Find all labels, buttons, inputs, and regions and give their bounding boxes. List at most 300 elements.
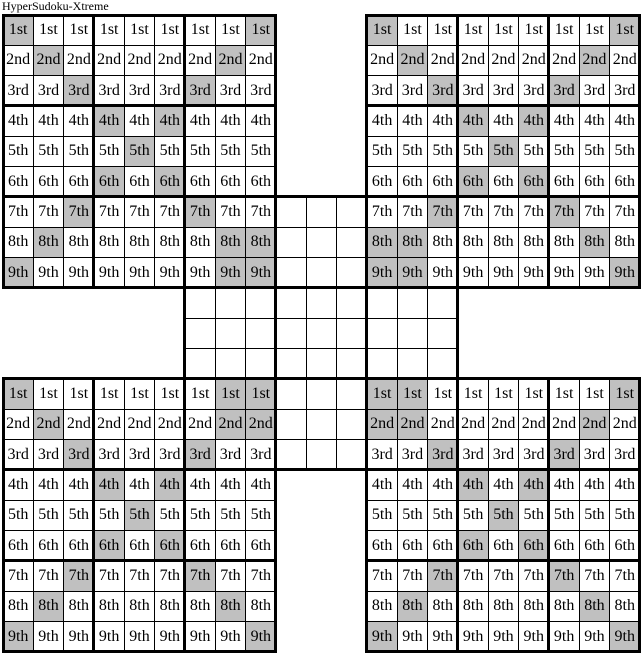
cell-center-r5c5[interactable]	[306, 318, 336, 348]
cell-bottom-right-r4c5[interactable]: 4th	[488, 470, 518, 500]
cell-top-left-r2c7[interactable]: 2nd	[185, 45, 215, 75]
cell-bottom-left-r7c6[interactable]: 7th	[155, 561, 185, 591]
cell-top-right-r2c9[interactable]: 2nd	[610, 45, 640, 75]
cell-top-right-r5c1[interactable]: 5th	[367, 136, 397, 166]
cell-bottom-right-r2c6[interactable]: 2nd	[519, 409, 549, 439]
cell-center-r5c7[interactable]	[367, 318, 397, 348]
cell-top-left-r2c4[interactable]: 2nd	[94, 45, 124, 75]
cell-bottom-right-r4c2[interactable]: 4th	[397, 470, 427, 500]
cell-top-right-r3c3[interactable]: 3rd	[428, 76, 458, 106]
cell-bottom-left-r4c2[interactable]: 4th	[33, 470, 63, 500]
cell-bottom-left-r7c5[interactable]: 7th	[124, 561, 154, 591]
cell-top-left-r5c8[interactable]: 5th	[215, 136, 245, 166]
cell-center-r5c6[interactable]	[337, 318, 367, 348]
cell-top-right-r7c2[interactable]: 7th	[397, 197, 427, 227]
cell-top-right-r3c4[interactable]: 3rd	[458, 76, 488, 106]
cell-top-left-r9c6[interactable]: 9th	[155, 258, 185, 288]
cell-top-left-r9c2[interactable]: 9th	[33, 258, 63, 288]
cell-top-left-r2c6[interactable]: 2nd	[155, 45, 185, 75]
cell-center-r8c6[interactable]	[337, 409, 367, 439]
cell-top-left-r5c2[interactable]: 5th	[33, 136, 63, 166]
cell-bottom-right-r7c3[interactable]: 7th	[428, 561, 458, 591]
cell-top-right-r1c8[interactable]: 1st	[579, 15, 609, 45]
cell-bottom-right-r6c1[interactable]: 6th	[367, 531, 397, 561]
cell-bottom-right-r9c8[interactable]: 9th	[579, 622, 609, 652]
cell-top-right-r8c6[interactable]: 8th	[519, 227, 549, 257]
cell-bottom-right-r9c9[interactable]: 9th	[610, 622, 640, 652]
cell-top-right-r9c6[interactable]: 9th	[519, 258, 549, 288]
cell-bottom-left-r3c7[interactable]: 3rd	[185, 440, 215, 470]
cell-bottom-left-r5c7[interactable]: 5th	[185, 500, 215, 530]
cell-bottom-left-r4c8[interactable]: 4th	[215, 470, 245, 500]
cell-top-right-r1c3[interactable]: 1st	[428, 15, 458, 45]
cell-top-left-r1c2[interactable]: 1st	[33, 15, 63, 45]
cell-bottom-left-r8c1[interactable]: 8th	[3, 591, 33, 621]
cell-bottom-right-r8c9[interactable]: 8th	[610, 591, 640, 621]
cell-top-left-r5c4[interactable]: 5th	[94, 136, 124, 166]
cell-top-left-r8c4[interactable]: 8th	[94, 227, 124, 257]
cell-center-r5c1[interactable]	[185, 318, 215, 348]
cell-top-left-r1c3[interactable]: 1st	[64, 15, 94, 45]
cell-top-right-r3c5[interactable]: 3rd	[488, 76, 518, 106]
cell-bottom-left-r6c1[interactable]: 6th	[3, 531, 33, 561]
cell-center-r5c8[interactable]	[397, 318, 427, 348]
cell-top-left-r3c3[interactable]: 3rd	[64, 76, 94, 106]
cell-center-r7c6[interactable]	[337, 379, 367, 409]
cell-center-r6c2[interactable]	[215, 349, 245, 379]
cell-top-left-r8c3[interactable]: 8th	[64, 227, 94, 257]
cell-top-left-r1c4[interactable]: 1st	[94, 15, 124, 45]
cell-top-left-r2c2[interactable]: 2nd	[33, 45, 63, 75]
cell-bottom-left-r6c9[interactable]: 6th	[246, 531, 276, 561]
cell-bottom-right-r1c6[interactable]: 1st	[519, 379, 549, 409]
cell-bottom-left-r4c4[interactable]: 4th	[94, 470, 124, 500]
cell-bottom-left-r4c1[interactable]: 4th	[3, 470, 33, 500]
cell-top-right-r6c7[interactable]: 6th	[549, 167, 579, 197]
cell-bottom-left-r4c3[interactable]: 4th	[64, 470, 94, 500]
cell-top-right-r3c6[interactable]: 3rd	[519, 76, 549, 106]
cell-top-right-r8c7[interactable]: 8th	[549, 227, 579, 257]
cell-bottom-right-r5c4[interactable]: 5th	[458, 500, 488, 530]
cell-top-left-r8c2[interactable]: 8th	[33, 227, 63, 257]
cell-top-right-r5c5[interactable]: 5th	[488, 136, 518, 166]
cell-bottom-right-r1c2[interactable]: 1st	[397, 379, 427, 409]
cell-top-right-r3c7[interactable]: 3rd	[549, 76, 579, 106]
cell-bottom-right-r8c3[interactable]: 8th	[428, 591, 458, 621]
cell-bottom-right-r2c7[interactable]: 2nd	[549, 409, 579, 439]
cell-top-left-r6c1[interactable]: 6th	[3, 167, 33, 197]
cell-center-r1c4[interactable]	[276, 197, 306, 227]
cell-bottom-right-r5c3[interactable]: 5th	[428, 500, 458, 530]
cell-center-r4c3[interactable]	[246, 288, 276, 318]
cell-bottom-left-r5c2[interactable]: 5th	[33, 500, 63, 530]
cell-bottom-left-r9c6[interactable]: 9th	[155, 622, 185, 652]
cell-top-right-r5c6[interactable]: 5th	[519, 136, 549, 166]
cell-bottom-right-r8c5[interactable]: 8th	[488, 591, 518, 621]
cell-top-left-r7c9[interactable]: 7th	[246, 197, 276, 227]
cell-top-right-r7c9[interactable]: 7th	[610, 197, 640, 227]
cell-top-right-r8c9[interactable]: 8th	[610, 227, 640, 257]
cell-bottom-right-r6c7[interactable]: 6th	[549, 531, 579, 561]
cell-bottom-left-r9c7[interactable]: 9th	[185, 622, 215, 652]
cell-top-left-r9c1[interactable]: 9th	[3, 258, 33, 288]
cell-top-right-r9c2[interactable]: 9th	[397, 258, 427, 288]
cell-bottom-left-r6c5[interactable]: 6th	[124, 531, 154, 561]
cell-top-left-r9c3[interactable]: 9th	[64, 258, 94, 288]
cell-top-right-r6c9[interactable]: 6th	[610, 167, 640, 197]
cell-top-right-r9c8[interactable]: 9th	[579, 258, 609, 288]
cell-top-right-r9c4[interactable]: 9th	[458, 258, 488, 288]
cell-top-right-r4c2[interactable]: 4th	[397, 106, 427, 136]
cell-center-r2c5[interactable]	[306, 227, 336, 257]
cell-bottom-right-r7c7[interactable]: 7th	[549, 561, 579, 591]
cell-top-right-r2c4[interactable]: 2nd	[458, 45, 488, 75]
cell-top-left-r1c6[interactable]: 1st	[155, 15, 185, 45]
cell-top-right-r5c8[interactable]: 5th	[579, 136, 609, 166]
cell-bottom-left-r9c2[interactable]: 9th	[33, 622, 63, 652]
cell-bottom-right-r1c5[interactable]: 1st	[488, 379, 518, 409]
cell-bottom-right-r8c2[interactable]: 8th	[397, 591, 427, 621]
cell-bottom-right-r9c2[interactable]: 9th	[397, 622, 427, 652]
cell-top-left-r7c6[interactable]: 7th	[155, 197, 185, 227]
cell-bottom-left-r2c1[interactable]: 2nd	[3, 409, 33, 439]
cell-top-right-r4c5[interactable]: 4th	[488, 106, 518, 136]
cell-top-right-r2c6[interactable]: 2nd	[519, 45, 549, 75]
cell-bottom-left-r8c4[interactable]: 8th	[94, 591, 124, 621]
cell-bottom-left-r3c3[interactable]: 3rd	[64, 440, 94, 470]
cell-top-left-r6c9[interactable]: 6th	[246, 167, 276, 197]
cell-top-left-r2c9[interactable]: 2nd	[246, 45, 276, 75]
cell-top-left-r7c5[interactable]: 7th	[124, 197, 154, 227]
cell-center-r6c1[interactable]	[185, 349, 215, 379]
cell-bottom-left-r3c2[interactable]: 3rd	[33, 440, 63, 470]
cell-center-r4c2[interactable]	[215, 288, 245, 318]
cell-top-left-r1c9[interactable]: 1st	[246, 15, 276, 45]
cell-top-right-r9c3[interactable]: 9th	[428, 258, 458, 288]
cell-bottom-right-r7c8[interactable]: 7th	[579, 561, 609, 591]
cell-bottom-right-r1c3[interactable]: 1st	[428, 379, 458, 409]
cell-bottom-right-r3c5[interactable]: 3rd	[488, 440, 518, 470]
cell-bottom-left-r6c8[interactable]: 6th	[215, 531, 245, 561]
cell-bottom-left-r6c4[interactable]: 6th	[94, 531, 124, 561]
cell-top-right-r1c6[interactable]: 1st	[519, 15, 549, 45]
cell-top-right-r4c6[interactable]: 4th	[519, 106, 549, 136]
cell-bottom-left-r3c4[interactable]: 3rd	[94, 440, 124, 470]
cell-top-right-r2c3[interactable]: 2nd	[428, 45, 458, 75]
cell-bottom-left-r2c8[interactable]: 2nd	[215, 409, 245, 439]
cell-bottom-left-r6c2[interactable]: 6th	[33, 531, 63, 561]
cell-bottom-left-r5c3[interactable]: 5th	[64, 500, 94, 530]
cell-bottom-left-r5c5[interactable]: 5th	[124, 500, 154, 530]
cell-top-right-r2c7[interactable]: 2nd	[549, 45, 579, 75]
cell-top-left-r8c7[interactable]: 8th	[185, 227, 215, 257]
cell-bottom-right-r5c6[interactable]: 5th	[519, 500, 549, 530]
cell-top-left-r9c5[interactable]: 9th	[124, 258, 154, 288]
cell-center-r1c6[interactable]	[337, 197, 367, 227]
cell-top-left-r7c8[interactable]: 7th	[215, 197, 245, 227]
cell-bottom-right-r2c1[interactable]: 2nd	[367, 409, 397, 439]
cell-top-left-r5c5[interactable]: 5th	[124, 136, 154, 166]
cell-bottom-left-r1c7[interactable]: 1st	[185, 379, 215, 409]
cell-top-left-r5c7[interactable]: 5th	[185, 136, 215, 166]
cell-top-right-r3c9[interactable]: 3rd	[610, 76, 640, 106]
cell-top-left-r7c7[interactable]: 7th	[185, 197, 215, 227]
cell-bottom-left-r3c6[interactable]: 3rd	[155, 440, 185, 470]
cell-top-right-r7c6[interactable]: 7th	[519, 197, 549, 227]
cell-top-right-r6c8[interactable]: 6th	[579, 167, 609, 197]
cell-top-right-r3c8[interactable]: 3rd	[579, 76, 609, 106]
cell-top-left-r2c1[interactable]: 2nd	[3, 45, 33, 75]
cell-top-left-r8c8[interactable]: 8th	[215, 227, 245, 257]
cell-top-right-r1c5[interactable]: 1st	[488, 15, 518, 45]
cell-bottom-right-r9c6[interactable]: 9th	[519, 622, 549, 652]
cell-top-right-r1c2[interactable]: 1st	[397, 15, 427, 45]
cell-top-left-r2c8[interactable]: 2nd	[215, 45, 245, 75]
cell-center-r4c1[interactable]	[185, 288, 215, 318]
cell-bottom-left-r8c2[interactable]: 8th	[33, 591, 63, 621]
cell-top-right-r5c3[interactable]: 5th	[428, 136, 458, 166]
cell-center-r4c7[interactable]	[367, 288, 397, 318]
cell-bottom-right-r3c7[interactable]: 3rd	[549, 440, 579, 470]
cell-top-left-r6c5[interactable]: 6th	[124, 167, 154, 197]
cell-center-r3c6[interactable]	[337, 258, 367, 288]
cell-bottom-left-r2c7[interactable]: 2nd	[185, 409, 215, 439]
cell-bottom-left-r9c4[interactable]: 9th	[94, 622, 124, 652]
cell-bottom-right-r2c3[interactable]: 2nd	[428, 409, 458, 439]
cell-top-right-r4c7[interactable]: 4th	[549, 106, 579, 136]
cell-top-right-r1c4[interactable]: 1st	[458, 15, 488, 45]
cell-bottom-left-r8c6[interactable]: 8th	[155, 591, 185, 621]
cell-bottom-right-r9c7[interactable]: 9th	[549, 622, 579, 652]
cell-top-left-r6c4[interactable]: 6th	[94, 167, 124, 197]
cell-bottom-right-r5c9[interactable]: 5th	[610, 500, 640, 530]
cell-bottom-right-r4c8[interactable]: 4th	[579, 470, 609, 500]
cell-bottom-left-r2c6[interactable]: 2nd	[155, 409, 185, 439]
cell-top-right-r6c2[interactable]: 6th	[397, 167, 427, 197]
cell-bottom-right-r3c9[interactable]: 3rd	[610, 440, 640, 470]
cell-top-left-r6c2[interactable]: 6th	[33, 167, 63, 197]
cell-top-left-r9c4[interactable]: 9th	[94, 258, 124, 288]
cell-bottom-right-r5c1[interactable]: 5th	[367, 500, 397, 530]
cell-bottom-right-r2c5[interactable]: 2nd	[488, 409, 518, 439]
cell-top-right-r6c1[interactable]: 6th	[367, 167, 397, 197]
cell-bottom-right-r9c1[interactable]: 9th	[367, 622, 397, 652]
cell-bottom-right-r6c4[interactable]: 6th	[458, 531, 488, 561]
cell-top-left-r3c1[interactable]: 3rd	[3, 76, 33, 106]
cell-top-left-r4c9[interactable]: 4th	[246, 106, 276, 136]
cell-bottom-left-r5c8[interactable]: 5th	[215, 500, 245, 530]
cell-bottom-left-r9c8[interactable]: 9th	[215, 622, 245, 652]
cell-bottom-left-r8c5[interactable]: 8th	[124, 591, 154, 621]
cell-top-right-r4c3[interactable]: 4th	[428, 106, 458, 136]
cell-top-left-r9c9[interactable]: 9th	[246, 258, 276, 288]
cell-center-r9c4[interactable]	[276, 440, 306, 470]
cell-top-right-r6c6[interactable]: 6th	[519, 167, 549, 197]
cell-top-right-r9c7[interactable]: 9th	[549, 258, 579, 288]
cell-bottom-right-r9c5[interactable]: 9th	[488, 622, 518, 652]
cell-bottom-right-r8c8[interactable]: 8th	[579, 591, 609, 621]
cell-bottom-left-r8c7[interactable]: 8th	[185, 591, 215, 621]
cell-bottom-left-r1c8[interactable]: 1st	[215, 379, 245, 409]
cell-center-r2c6[interactable]	[337, 227, 367, 257]
cell-top-right-r5c7[interactable]: 5th	[549, 136, 579, 166]
cell-bottom-right-r2c4[interactable]: 2nd	[458, 409, 488, 439]
cell-bottom-right-r7c1[interactable]: 7th	[367, 561, 397, 591]
cell-top-right-r2c5[interactable]: 2nd	[488, 45, 518, 75]
cell-top-left-r5c1[interactable]: 5th	[3, 136, 33, 166]
cell-bottom-left-r4c6[interactable]: 4th	[155, 470, 185, 500]
cell-bottom-left-r9c9[interactable]: 9th	[246, 622, 276, 652]
cell-bottom-right-r7c9[interactable]: 7th	[610, 561, 640, 591]
cell-bottom-right-r6c2[interactable]: 6th	[397, 531, 427, 561]
cell-top-right-r9c9[interactable]: 9th	[610, 258, 640, 288]
cell-top-left-r9c8[interactable]: 9th	[215, 258, 245, 288]
cell-center-r4c5[interactable]	[306, 288, 336, 318]
cell-top-left-r1c7[interactable]: 1st	[185, 15, 215, 45]
cell-bottom-left-r6c3[interactable]: 6th	[64, 531, 94, 561]
cell-center-r4c9[interactable]	[428, 288, 458, 318]
cell-center-r4c6[interactable]	[337, 288, 367, 318]
cell-top-left-r4c1[interactable]: 4th	[3, 106, 33, 136]
cell-bottom-right-r2c9[interactable]: 2nd	[610, 409, 640, 439]
cell-center-r4c4[interactable]	[276, 288, 306, 318]
cell-center-r7c5[interactable]	[306, 379, 336, 409]
cell-center-r7c4[interactable]	[276, 379, 306, 409]
cell-bottom-right-r8c6[interactable]: 8th	[519, 591, 549, 621]
cell-center-r6c9[interactable]	[428, 349, 458, 379]
cell-top-right-r1c9[interactable]: 1st	[610, 15, 640, 45]
cell-top-right-r8c3[interactable]: 8th	[428, 227, 458, 257]
cell-bottom-left-r9c3[interactable]: 9th	[64, 622, 94, 652]
cell-bottom-right-r8c4[interactable]: 8th	[458, 591, 488, 621]
cell-top-left-r5c3[interactable]: 5th	[64, 136, 94, 166]
cell-top-right-r8c1[interactable]: 8th	[367, 227, 397, 257]
cell-bottom-left-r7c8[interactable]: 7th	[215, 561, 245, 591]
cell-top-left-r6c7[interactable]: 6th	[185, 167, 215, 197]
cell-top-left-r3c5[interactable]: 3rd	[124, 76, 154, 106]
cell-bottom-left-r7c3[interactable]: 7th	[64, 561, 94, 591]
cell-bottom-left-r4c5[interactable]: 4th	[124, 470, 154, 500]
cell-bottom-left-r1c1[interactable]: 1st	[3, 379, 33, 409]
cell-center-r6c5[interactable]	[306, 349, 336, 379]
cell-center-r9c5[interactable]	[306, 440, 336, 470]
cell-bottom-right-r1c7[interactable]: 1st	[549, 379, 579, 409]
cell-bottom-left-r3c1[interactable]: 3rd	[3, 440, 33, 470]
cell-top-right-r2c2[interactable]: 2nd	[397, 45, 427, 75]
cell-bottom-left-r7c9[interactable]: 7th	[246, 561, 276, 591]
cell-top-right-r5c4[interactable]: 5th	[458, 136, 488, 166]
cell-top-right-r3c2[interactable]: 3rd	[397, 76, 427, 106]
cell-bottom-right-r4c1[interactable]: 4th	[367, 470, 397, 500]
cell-bottom-left-r2c2[interactable]: 2nd	[33, 409, 63, 439]
cell-top-left-r8c1[interactable]: 8th	[3, 227, 33, 257]
cell-top-right-r7c1[interactable]: 7th	[367, 197, 397, 227]
cell-top-right-r4c4[interactable]: 4th	[458, 106, 488, 136]
cell-bottom-left-r8c8[interactable]: 8th	[215, 591, 245, 621]
cell-center-r3c5[interactable]	[306, 258, 336, 288]
cell-top-left-r6c3[interactable]: 6th	[64, 167, 94, 197]
cell-bottom-left-r1c4[interactable]: 1st	[94, 379, 124, 409]
cell-center-r6c6[interactable]	[337, 349, 367, 379]
cell-bottom-left-r7c1[interactable]: 7th	[3, 561, 33, 591]
cell-top-right-r8c4[interactable]: 8th	[458, 227, 488, 257]
cell-bottom-right-r7c5[interactable]: 7th	[488, 561, 518, 591]
cell-top-right-r8c5[interactable]: 8th	[488, 227, 518, 257]
cell-top-right-r2c1[interactable]: 2nd	[367, 45, 397, 75]
cell-top-left-r1c8[interactable]: 1st	[215, 15, 245, 45]
cell-top-right-r5c9[interactable]: 5th	[610, 136, 640, 166]
cell-bottom-right-r1c4[interactable]: 1st	[458, 379, 488, 409]
cell-bottom-right-r4c3[interactable]: 4th	[428, 470, 458, 500]
cell-bottom-left-r3c8[interactable]: 3rd	[215, 440, 245, 470]
cell-center-r8c4[interactable]	[276, 409, 306, 439]
cell-center-r8c5[interactable]	[306, 409, 336, 439]
cell-top-left-r3c4[interactable]: 3rd	[94, 76, 124, 106]
cell-bottom-right-r5c5[interactable]: 5th	[488, 500, 518, 530]
cell-top-right-r7c3[interactable]: 7th	[428, 197, 458, 227]
cell-top-left-r3c2[interactable]: 3rd	[33, 76, 63, 106]
cell-bottom-left-r5c6[interactable]: 5th	[155, 500, 185, 530]
cell-top-right-r3c1[interactable]: 3rd	[367, 76, 397, 106]
cell-top-left-r4c2[interactable]: 4th	[33, 106, 63, 136]
cell-top-left-r8c5[interactable]: 8th	[124, 227, 154, 257]
cell-top-left-r5c9[interactable]: 5th	[246, 136, 276, 166]
cell-top-right-r6c3[interactable]: 6th	[428, 167, 458, 197]
cell-top-left-r1c1[interactable]: 1st	[3, 15, 33, 45]
cell-center-r6c4[interactable]	[276, 349, 306, 379]
cell-center-r6c7[interactable]	[367, 349, 397, 379]
cell-bottom-right-r3c1[interactable]: 3rd	[367, 440, 397, 470]
cell-bottom-left-r2c3[interactable]: 2nd	[64, 409, 94, 439]
cell-bottom-left-r9c1[interactable]: 9th	[3, 622, 33, 652]
cell-center-r4c8[interactable]	[397, 288, 427, 318]
cell-bottom-left-r5c1[interactable]: 5th	[3, 500, 33, 530]
cell-bottom-left-r5c9[interactable]: 5th	[246, 500, 276, 530]
cell-top-right-r9c1[interactable]: 9th	[367, 258, 397, 288]
cell-top-left-r5c6[interactable]: 5th	[155, 136, 185, 166]
cell-top-right-r1c7[interactable]: 1st	[549, 15, 579, 45]
cell-bottom-left-r8c9[interactable]: 8th	[246, 591, 276, 621]
cell-top-left-r7c1[interactable]: 7th	[3, 197, 33, 227]
cell-top-right-r8c8[interactable]: 8th	[579, 227, 609, 257]
cell-center-r3c4[interactable]	[276, 258, 306, 288]
cell-top-right-r4c9[interactable]: 4th	[610, 106, 640, 136]
cell-bottom-left-r8c3[interactable]: 8th	[64, 591, 94, 621]
cell-top-left-r4c3[interactable]: 4th	[64, 106, 94, 136]
cell-center-r5c9[interactable]	[428, 318, 458, 348]
cell-bottom-right-r9c3[interactable]: 9th	[428, 622, 458, 652]
cell-bottom-right-r7c4[interactable]: 7th	[458, 561, 488, 591]
cell-bottom-right-r8c7[interactable]: 8th	[549, 591, 579, 621]
cell-top-right-r1c1[interactable]: 1st	[367, 15, 397, 45]
cell-bottom-left-r1c6[interactable]: 1st	[155, 379, 185, 409]
cell-bottom-right-r1c8[interactable]: 1st	[579, 379, 609, 409]
cell-bottom-right-r2c8[interactable]: 2nd	[579, 409, 609, 439]
cell-bottom-right-r4c4[interactable]: 4th	[458, 470, 488, 500]
cell-top-right-r2c8[interactable]: 2nd	[579, 45, 609, 75]
cell-bottom-left-r4c9[interactable]: 4th	[246, 470, 276, 500]
cell-top-left-r2c5[interactable]: 2nd	[124, 45, 154, 75]
cell-top-right-r7c4[interactable]: 7th	[458, 197, 488, 227]
cell-top-right-r4c8[interactable]: 4th	[579, 106, 609, 136]
cell-bottom-left-r1c2[interactable]: 1st	[33, 379, 63, 409]
cell-bottom-left-r2c4[interactable]: 2nd	[94, 409, 124, 439]
cell-bottom-right-r7c2[interactable]: 7th	[397, 561, 427, 591]
cell-bottom-right-r1c9[interactable]: 1st	[610, 379, 640, 409]
cell-top-right-r7c8[interactable]: 7th	[579, 197, 609, 227]
cell-center-r6c3[interactable]	[246, 349, 276, 379]
cell-top-left-r2c3[interactable]: 2nd	[64, 45, 94, 75]
